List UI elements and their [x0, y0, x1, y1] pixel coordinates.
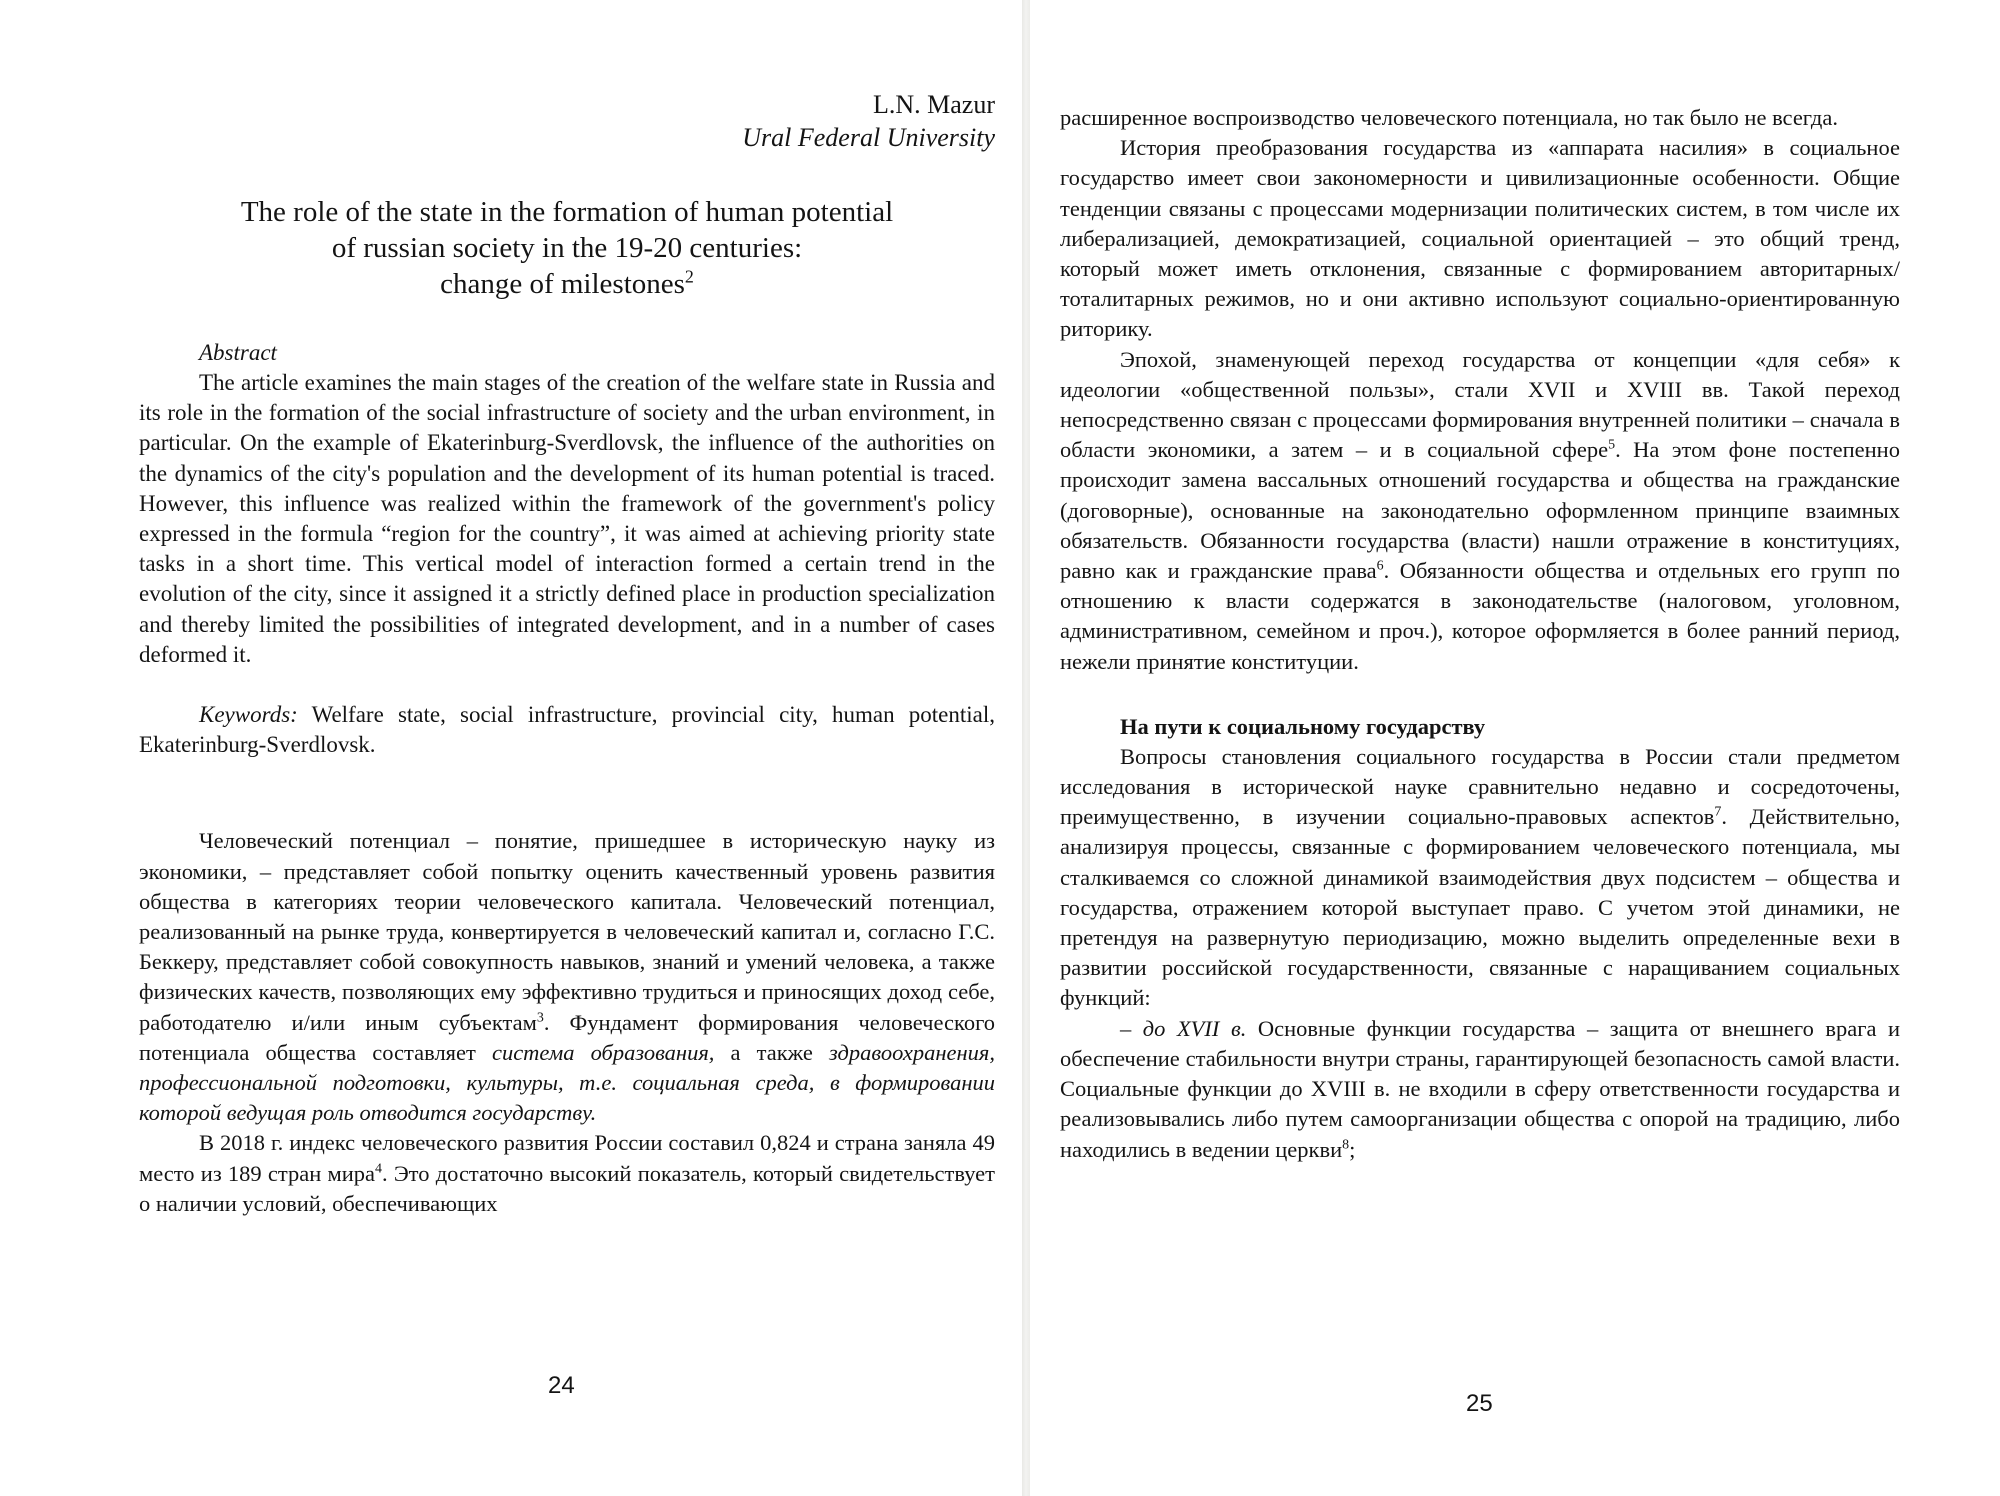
author-affiliation: Ural Federal University — [742, 123, 995, 152]
para2-part-b: . Это достаточно высокий показатель, который свидетельствует о наличии условий, обеспечивающих — [139, 1160, 996, 1216]
keywords-text: Welfare state, social infrastructure, provincial city, human potential, Ekaterinburg-Sverdlovsk. — [139, 702, 995, 758]
footnote-ref-8: 8 — [1342, 1137, 1350, 1152]
keywords — [139, 700, 995, 760]
author-name: L.N. Mazur — [872, 90, 995, 119]
book-gutter — [1022, 0, 1030, 1496]
para-5-part-b: . Действительно, анализируя процессы, связанные с формированием человеческого потенциала, мы сталкиваемся со сложной динамикой взаимодействия двух подсистем – общества и государства, отражением которой выступает право. С учетом этой динамики, не претендуя на развернутую периодизацию, можно выделить определенные вехи в развитии российской государственности, связанные с наращиванием социальных функций: — [1060, 804, 1901, 1011]
body-paragraph-3: История преобразования государства из «аппарата насилия» в социальное государство имеет свои закономерности и цивилизационные особенности. Общие тенденции связаны с процессами модернизации политических систем, в том числе их либерализацией, демократизацией, социальной ориентацией – это общий тренд, который может иметь отклонения, связанные с формированием авторитарных/тоталитарных режимов, но и они активно используют социально-ориентированную риторику. — [1060, 135, 1900, 342]
para1-part-a: Человеческий потенциал – понятие, пришедшее в историческую науку из экономики, – представляет собой попытку оценить качественный уровень развития общества в категориях теории человеческого капитала. Человеческий потенциал, реализованный на рынке труда, конвертируется в человеческий капитал и, согласно Г.С. Беккеру, представляет собой совокупность навыков, знаний и умений человека, а также физических качеств, позволяющих ему эффективно трудиться и приносящих доход себе, работодателю и/или иным субъектам — [139, 828, 995, 1035]
para-6-part-b: ; — [1349, 1136, 1356, 1162]
footnote-ref-6: 6 — [1376, 558, 1384, 574]
body-paragraph-2 — [139, 1128, 995, 1219]
page-number-left: 24 — [548, 1372, 575, 1399]
footnote-ref-2: 2 — [684, 266, 694, 287]
body-paragraph-4 — [1060, 345, 1900, 677]
section-heading: На пути к социальному государству — [1120, 713, 1486, 739]
footnote-ref-4: 4 — [375, 1161, 382, 1177]
body-paragraph-5 — [1060, 742, 1900, 1014]
footnote-ref-3: 3 — [536, 1010, 544, 1026]
article-title — [179, 194, 955, 302]
continued-paragraph: расширенное воспроизводство человеческого потенциала, но так было не всегда. — [1060, 105, 1838, 130]
body-paragraph-1 — [139, 826, 995, 1128]
abstract-text: The article examines the main stages of the creation of the welfare state in Russia and its role in the formation of the social infrastructure of society and the urban environment, in particular. On the example of Ekaterinburg-Sverdlovsk, the influence of the authorities on the dynamics of the city's population and the development of its human potential is traced. However, this influence was realized within the framework of the government's policy expressed in the formula “region for the country”, it was aimed at achieving priority state tasks in a short time. This vertical model of interaction formed a certain trend in the evolution of the city, since it assigned it a strictly defined place in production specialization and thereby limited the possibilities of integrated development, and in a number of cases deformed it. — [139, 370, 995, 667]
footnote-ref-5: 5 — [1608, 437, 1616, 453]
title-line-3-text: change of milestones — [440, 268, 685, 300]
body-paragraph-6 — [1060, 1014, 1900, 1165]
right-text-column — [1060, 103, 1900, 1165]
para-6-italic: – до XVII в. — [1120, 1015, 1247, 1041]
para1-part-c: а также — [714, 1039, 829, 1065]
para2-part-a: В 2018 г. индекс человеческого развития России составил 0,824 и страна заняла 49 место из 189 стран мира — [139, 1130, 995, 1186]
para-6-part-a: Основные функции государства – защита от внешнего врага и обеспечение стабильности внутри страны, гарантирующей безопасность самой власти. Социальные функции до XVIII в. не входили в сферу ответственности государства и реализовывались либо путем самоорганизации общества с опорой на традицию, либо находились в ведении церкви — [1060, 1015, 1901, 1162]
abstract-heading: Abstract — [199, 340, 277, 365]
title-line-3 — [179, 266, 955, 302]
page-number-right: 25 — [1466, 1390, 1493, 1417]
para-4-part-a: Эпохой, знаменующей переход государства от концепции «для себя» к идеологии «общественной пользы», стали XVII и XVIII вв. Такой переход непосредственно связан с процессами формирования внутренней политики – сначала в области экономики, а затем – и в социальной сфере — [1060, 346, 1900, 463]
keywords-label: Keywords: — [199, 702, 298, 728]
para1-italic-1: система образования, — [491, 1039, 715, 1065]
footnote-ref-7: 7 — [1714, 804, 1722, 820]
para-5-part-a: Вопросы становления социального государства в России стали предметом исследования в исторической науке сравнительно недавно и сосредоточены, преимущественно, в изучении социально-правовых аспектов — [1060, 743, 1900, 830]
para-4-part-c: . Обязанности общества и отдельных его групп по отношению к власти содержатся в законодательстве (налоговом, уголовном, административном, семейном и проч.), которое оформляется в более ранний период, нежели принятие конституции. — [1060, 558, 1900, 674]
para1-italic-2: здравоохранения, профессиональной подготовки, культуры, т.е. социальная среда, в формировании которой ведущая роль отводится государству. — [139, 1039, 996, 1126]
title-line-2: of russian society in the 19-20 centuries: — [331, 232, 803, 264]
para1-part-b: . Фундамент формирования человеческого потенциала общества составляет — [139, 1009, 995, 1065]
left-text-column — [139, 88, 995, 1219]
para-4-part-b: . На этом фоне постепенно происходит замена вассальных отношений государства и общества на гражданские (договорные), основанные на законодательно оформленном принципе взаимных обязательств. Обязанности государства (власти) нашли отражение в конституциях, равно как и гражданские права — [1060, 437, 1900, 584]
title-line-1: The role of the state in the formation of human potential — [240, 196, 894, 228]
